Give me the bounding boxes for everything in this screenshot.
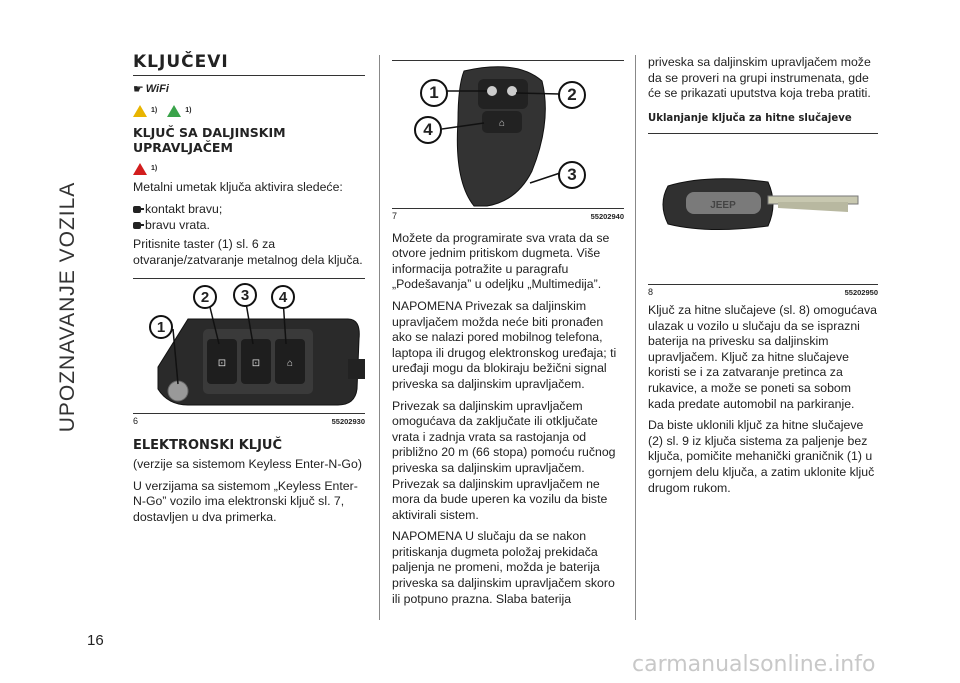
paragraph: Pritisnite taster (1) sl. 6 za otvaranje/zatvaranje metalnog dela ključa. [133,237,363,267]
figure-caption [648,285,878,301]
column-3 [648,55,878,502]
figure-caption [133,414,365,430]
paragraph: Ključ za hitne slučajeve (sl. 8) omogućava ulazak u vozilo u slučaju da se isprazni baterija na privesku sa daljinskim upravljačem. Ključ za hitne slučajeve koristi se i za zatvaranje pretinca za rukavice, a može se poneti sa sobom kada predate automobil na parkiranje. [648,302,877,411]
callout-3: 3 [558,161,586,189]
column-divider-2 [635,55,636,620]
danger-icon [133,163,147,175]
paragraph: Metalni umetak ključa aktivira sledeće: [133,180,343,195]
paragraph: priveska sa daljinskim upravljačem može da se proveri na grupi instrumenata, gde će se prikazati uputstva koja treba pratiti. [648,55,871,101]
hand-icon: ☛ [133,81,144,96]
heading-emergency-key: Uklanjanje ključa za hitne slučajeve [648,110,852,124]
paragraph: NAPOMENA Privezak sa daljinskim upravljačem možda neće biti pronađen ako se nalazi pored mobilnog telefona, laptopa ili drugog elektronskog uređaja; ti uređaji mogu da blokiraju bežični signal priveska sa daljinskim upravljačem. [392,298,617,391]
figure-code: 55202930 [331,417,365,427]
note-ref: 1) [151,164,158,172]
wifi-logo-text: WiFi [145,82,169,95]
callout-2: 2 [558,81,586,109]
callout-1: 1 [420,79,448,107]
figure-code: 55202950 [844,288,878,298]
paragraph: Možete da programirate sva vrata da se otvore jednim pritiskom dugmeta. Više informacija potražite u paragrafu „Podešavanja” u odeljku „Multimedija”. [392,230,610,292]
warning-icons-row [133,103,365,119]
key-icon [133,206,141,213]
page-number: 16 [87,632,104,649]
callout-4: 4 [414,116,442,144]
environment-icon [167,105,181,117]
note-ref: 1) [185,107,192,115]
figure-number: 6 [133,416,139,427]
watermark: carmanualsonline.info [632,652,876,677]
svg-text:⊡: ⊡ [251,358,261,370]
list-item [133,202,365,218]
callout-1: 1 [149,315,173,339]
figure-number: 7 [392,211,398,221]
figure-caption [392,209,624,225]
callout-3: 3 [233,283,257,307]
figure-code: 55202940 [590,212,624,221]
svg-text:⌂: ⌂ [498,118,506,129]
key-icon [133,222,141,229]
paragraph: (verzije sa sistemom Keyless Enter-N-Go) [133,456,362,471]
column-divider-1 [379,55,380,620]
paragraph: U verzijama sa sistemom „Keyless Enter-N-Go” vozilo ima elektronski ključ sl. 7, dostavljen u dva primerka. [133,478,358,524]
emergency-key-illustration [648,134,878,284]
svg-text:⌂: ⌂ [286,358,294,370]
callout-2: 2 [193,285,217,309]
list-item [133,218,365,234]
paragraph: Da biste uklonili ključ za hitne slučajeve (2) sl. 9 iz ključa sistema za paljenje bez ključa, pomičite mehanički graničnik (1) u gornjem delu ključa, a zatim uklonite ključ drugom rukom. [648,418,875,495]
side-section-title-text: UPOZNAVANJE VOZILA [56,181,79,433]
figure-number: 8 [648,287,654,298]
key-label: JEEP [710,200,736,212]
column-2 [392,55,624,613]
column-1 [133,52,365,531]
list-item-text: bravu vrata. [145,217,210,232]
svg-text:⊡: ⊡ [217,358,227,370]
wifi-logo [133,82,365,98]
subheading-remote-key: KLJUČ SA DALJINSKIM UPRAVLJAČEM [133,124,286,155]
list-item-text: kontakt bravu; [145,201,223,216]
paragraph: NAPOMENA U slučaju da se nakon pritiskanja dugmeta položaj prekidača paljenja ne promeni, možda je baterija priveska sa daljinskim upravljačem skoro ili potpuno prazna. Slaba baterija [392,529,615,606]
figure-6 [133,278,365,414]
paragraph: Privezak sa daljinskim upravljačem omogućava da zaključate ili otključate vrata i zadnja vrata sa rastojanja od približno 20 m (66 stopa) pomoću ručnog priveska sa daljinskim upravljačem. Privezak sa daljinskim upravljačem ne mora da bude uperen ka vozilu da biste aktivirali sistem. [392,398,616,522]
section-heading-keys: KLJUČEVI [133,55,365,76]
note-ref: 1) [151,107,158,115]
figure-8 [648,133,878,285]
warning-icons-row-2 [133,161,365,177]
caution-icon [133,105,147,117]
figure-7 [392,60,624,209]
heading-electronic-key: ELEKTRONSKI KLJUČ [133,437,283,453]
callout-4: 4 [271,285,295,309]
